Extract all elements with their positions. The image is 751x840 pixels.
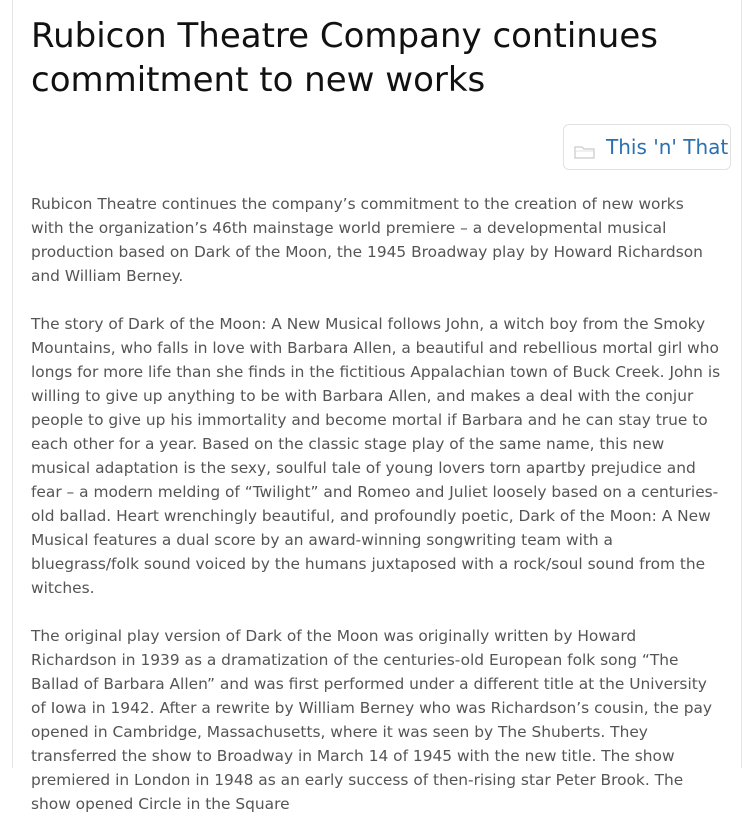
post-paragraph: The story of Dark of the Moon: A New Musical follows John, a witch boy from the Smoky Mountains, who falls in love with Barbara Allen, a beautiful and rebellious mortal girl who longs for more life than she finds in the fictitious Appalachian town of Buck Creek. John is willing to give up anything to be with Barbara Allen, and makes a deal with the conjur people to give up his immortality and become mortal if Barbara and he can stay true to each other for a year. Based on the classic stage play of the same name, this new musical adaptation is the sexy, soulful tale of young lovers torn apartby prejudice and fear – a modern melding of “Twilight” and Romeo and Juliet loosely based on a centuries-old ballad. Heart wrenchingly beautiful, and profoundly poetic, Dark of the Moon: A New Musical features a dual score by an award-winning songwriting team with a bluegrass/folk sound voiced by the humans juxtaposed with a rock/soul sound from the witches. <box>31 315 721 597</box>
category-link[interactable] <box>563 124 731 170</box>
post-paragraph: The original play version of Dark of the Moon was originally written by Howard Richardson in 1939 as a dramatization of the centuries-old European folk song “The Ballad of Barbara Allen” and was first performed under a different title at the University of Iowa in 1942. After a rewrite by William Berney who was Richardson’s cousin, the pay opened in Cambridge, Massachusetts, where it was seen by The Shuberts. They transferred the show to Broadway in March 14 of 1945 with the new title. The show premiered in London in 1948 as an early success of then-rising star Peter Brook. The show opened Circle in the Square <box>31 627 713 813</box>
folder-icon <box>574 142 596 160</box>
post-body <box>31 192 721 840</box>
post-paragraph: Rubicon Theatre continues the company’s commitment to the creation of new works with the organization’s 46th mainstage world premiere – a developmental musical production based on Dark of the Moon, the 1945 Broadway play by Howard Richardson and William Berney. <box>31 195 703 285</box>
category-label: This 'n' That <box>606 135 729 159</box>
post-title: Rubicon Theatre Company continues commitment to new works <box>31 16 658 100</box>
